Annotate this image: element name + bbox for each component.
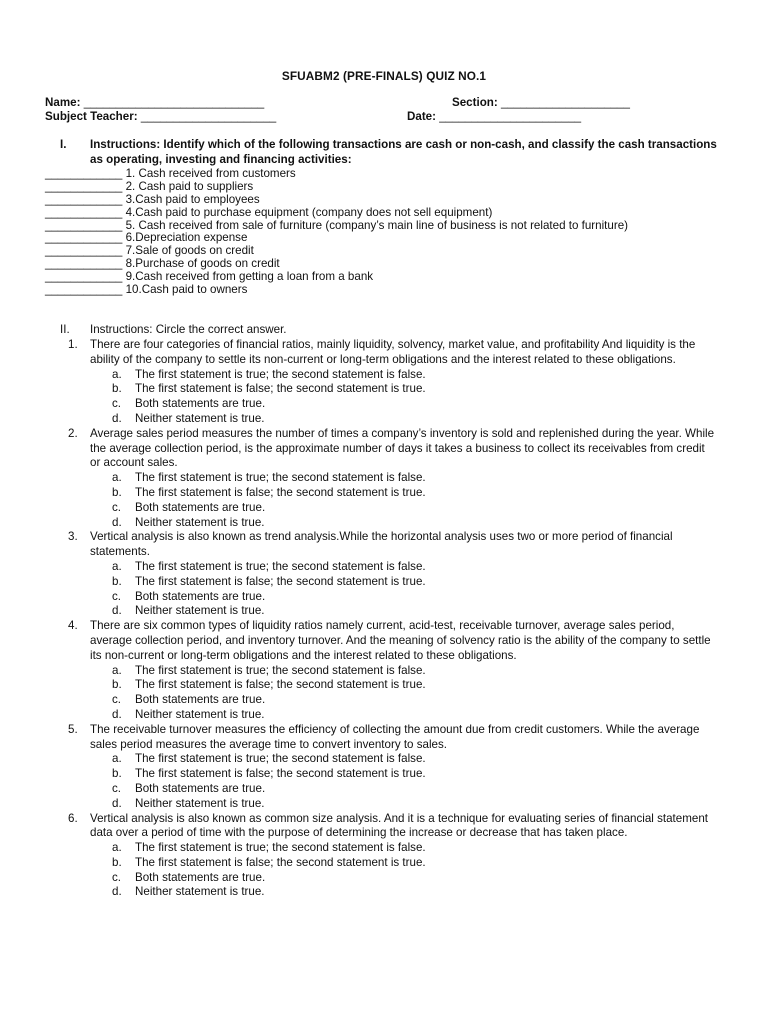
teacher-label: Subject Teacher: — [45, 110, 138, 123]
option-text: The first statement is false; the second statement is true. — [135, 855, 426, 869]
option-letter: a. — [112, 471, 122, 485]
option-text: Neither statement is true. — [135, 707, 265, 721]
section-label: Section: — [452, 96, 498, 109]
answer-option[interactable] — [112, 767, 718, 782]
answer-option[interactable] — [112, 782, 718, 797]
answer-option[interactable] — [112, 368, 718, 383]
option-letter: b. — [112, 382, 122, 396]
option-text: Neither statement is true. — [135, 885, 265, 899]
transaction-item: ____________ 9.Cash received from getting a loan from a bank — [45, 270, 374, 284]
transaction-item: ____________ 8.Purchase of goods on credit — [45, 257, 280, 271]
question-number: 4. — [68, 619, 78, 633]
question-list — [68, 338, 718, 900]
option-text: Neither statement is true. — [135, 796, 265, 810]
option-letter: a. — [112, 752, 122, 766]
question-item — [68, 427, 718, 531]
answer-options — [112, 752, 718, 811]
transaction-item: ____________ 2. Cash paid to suppliers — [45, 179, 254, 193]
question-item — [68, 619, 718, 723]
answer-option[interactable] — [112, 397, 718, 412]
option-letter: b. — [112, 767, 122, 781]
transaction-item: ____________ 1. Cash received from customers — [45, 167, 296, 180]
option-letter: a. — [112, 841, 122, 855]
option-text: Both statements are true. — [135, 500, 266, 514]
question-number: 2. — [68, 426, 78, 440]
transaction-item: ____________ 10.Cash paid to owners — [45, 283, 248, 297]
answer-option[interactable] — [112, 575, 718, 590]
answer-options — [112, 471, 718, 530]
option-letter: b. — [112, 574, 122, 588]
option-letter: b. — [112, 855, 122, 869]
option-text: Neither statement is true. — [135, 515, 265, 529]
option-text: Neither statement is true. — [135, 411, 265, 425]
option-text: The first statement is true; the second statement is false. — [135, 663, 426, 677]
section-field — [452, 96, 630, 111]
answer-option[interactable] — [112, 590, 718, 605]
answer-option[interactable] — [112, 664, 718, 679]
option-letter: c. — [112, 693, 122, 707]
answer-option[interactable] — [112, 871, 718, 886]
option-letter: d. — [112, 515, 122, 529]
question-text: Average sales period measures the number of times a company’s inventory is sold and replenished during the year. While the average collection period, is the approximate number of days it takes a business to collect its receivables from credit or account sales. — [90, 426, 715, 470]
answer-option[interactable] — [112, 797, 718, 812]
question-text: Vertical analysis is also known as common size analysis. And it is a technique for evaluating series of financial statement data over a period of time with the purpose of determining the increase or decrease that has taken place. — [90, 811, 709, 840]
option-text: The first statement is false; the second statement is true. — [135, 382, 426, 396]
option-text: The first statement is false; the second statement is true. — [135, 574, 426, 588]
option-text: The first statement is true; the second statement is false. — [135, 752, 426, 766]
question-item — [68, 530, 718, 619]
answer-option[interactable] — [112, 471, 718, 486]
option-letter: a. — [112, 367, 122, 381]
answer-options — [112, 664, 718, 723]
question-text: There are four categories of financial ratios, mainly liquidity, solvency, market value, and profitability And liquidity is the ability of the company to settle its non-current or long-term obligations and the interest related to these obligations. — [90, 338, 696, 366]
teacher-field — [45, 110, 276, 125]
question-number: 6. — [68, 811, 78, 825]
name-field — [45, 96, 264, 111]
option-text: Both statements are true. — [135, 397, 266, 411]
section-blank: ____________________ — [500, 96, 630, 109]
transaction-item: ____________ 4.Cash paid to purchase equipment (company does not sell equipment) — [45, 205, 493, 219]
option-letter: a. — [112, 663, 122, 677]
answer-option[interactable] — [112, 501, 718, 516]
question-item — [68, 723, 718, 812]
answer-option[interactable] — [112, 693, 718, 708]
answer-option[interactable] — [112, 516, 718, 531]
option-text: Both statements are true. — [135, 589, 266, 603]
option-letter: d. — [112, 707, 122, 721]
option-letter: c. — [112, 870, 122, 884]
option-letter: d. — [112, 885, 122, 899]
option-letter: c. — [112, 589, 122, 603]
question-number: 5. — [68, 722, 78, 736]
option-letter: c. — [112, 500, 122, 514]
transaction-item: ____________ 5. Cash received from sale of furniture (company’s main line of business is not related to furniture) — [45, 218, 629, 232]
option-letter: c. — [112, 397, 122, 411]
option-letter: a. — [112, 559, 122, 573]
answer-option[interactable] — [112, 486, 718, 501]
answer-options — [112, 560, 718, 619]
section-2-heading — [60, 323, 720, 338]
answer-option[interactable] — [112, 560, 718, 575]
transaction-item: ____________ 7.Sale of goods on credit — [45, 244, 254, 258]
section-1-number: I. — [60, 138, 67, 151]
answer-options — [112, 841, 718, 900]
question-item — [68, 338, 718, 427]
option-text: Both statements are true. — [135, 870, 266, 884]
answer-option[interactable] — [112, 604, 718, 619]
section-1-heading — [60, 138, 720, 168]
section-1-instructions: Instructions: Identify which of the following transactions are cash or non-cash, and classify the cash transactions as operating, investing and financing activities: — [90, 138, 717, 166]
section-2-number: II. — [60, 323, 70, 336]
option-text: Both statements are true. — [135, 781, 266, 795]
section-2-instructions: Instructions: Circle the correct answer. — [90, 323, 287, 336]
name-label: Name: — [45, 96, 81, 109]
answer-option[interactable] — [112, 856, 718, 871]
option-text: The first statement is true; the second statement is false. — [135, 367, 426, 381]
transaction-list — [45, 168, 725, 297]
question-text: Vertical analysis is also known as trend analysis.While the horizontal analysis uses two or more period of financial statements. — [90, 530, 673, 559]
transaction-item: ____________ 3.Cash paid to employees — [45, 192, 260, 206]
answer-option[interactable] — [112, 708, 718, 723]
transaction-item: ____________ 6.Depreciation expense — [45, 231, 248, 245]
answer-options — [112, 368, 718, 427]
answer-option[interactable] — [112, 885, 718, 900]
answer-option[interactable] — [112, 678, 718, 693]
question-text: There are six common types of liquidity ratios namely current, acid-test, receivable turnover, average sales period, average collection period, and inventory turnover. And the meaning of solvency ratio is the ability of the company to settle its non-current or long-term obligations and the interest related to these obligations. — [90, 619, 711, 662]
question-number: 3. — [68, 530, 78, 544]
question-text: The receivable turnover measures the efficiency of collecting the amount due from credit customers. While the average sales period measures the average time to convert inventory to sales. — [90, 722, 700, 751]
question-item — [68, 812, 718, 901]
teacher-blank: _____________________ — [140, 110, 277, 123]
option-letter: b. — [112, 678, 122, 692]
answer-option[interactable] — [112, 752, 718, 767]
date-label: Date: — [407, 110, 436, 123]
quiz-title: SFUABM2 (PRE-FINALS) QUIZ NO.1 — [281, 69, 487, 83]
date-field — [407, 110, 581, 125]
option-text: The first statement is true; the second statement is false. — [135, 471, 426, 485]
option-letter: c. — [112, 781, 122, 795]
answer-option[interactable] — [112, 412, 718, 427]
option-text: Both statements are true. — [135, 693, 266, 707]
answer-option[interactable] — [112, 841, 718, 856]
answer-option[interactable] — [112, 382, 718, 397]
date-blank: ______________________ — [439, 110, 582, 123]
question-number: 1. — [68, 338, 78, 351]
option-text: The first statement is false; the second statement is true. — [135, 485, 426, 499]
option-text: The first statement is false; the second statement is true. — [135, 767, 426, 781]
option-text: Neither statement is true. — [135, 604, 265, 618]
option-text: The first statement is true; the second statement is false. — [135, 841, 426, 855]
option-text: The first statement is false; the second statement is true. — [135, 678, 426, 692]
option-letter: b. — [112, 485, 122, 499]
name-blank: ____________________________ — [83, 96, 265, 109]
option-letter: d. — [112, 604, 122, 618]
option-text: The first statement is true; the second statement is false. — [135, 559, 426, 573]
option-letter: d. — [112, 796, 122, 810]
option-letter: d. — [112, 411, 122, 425]
